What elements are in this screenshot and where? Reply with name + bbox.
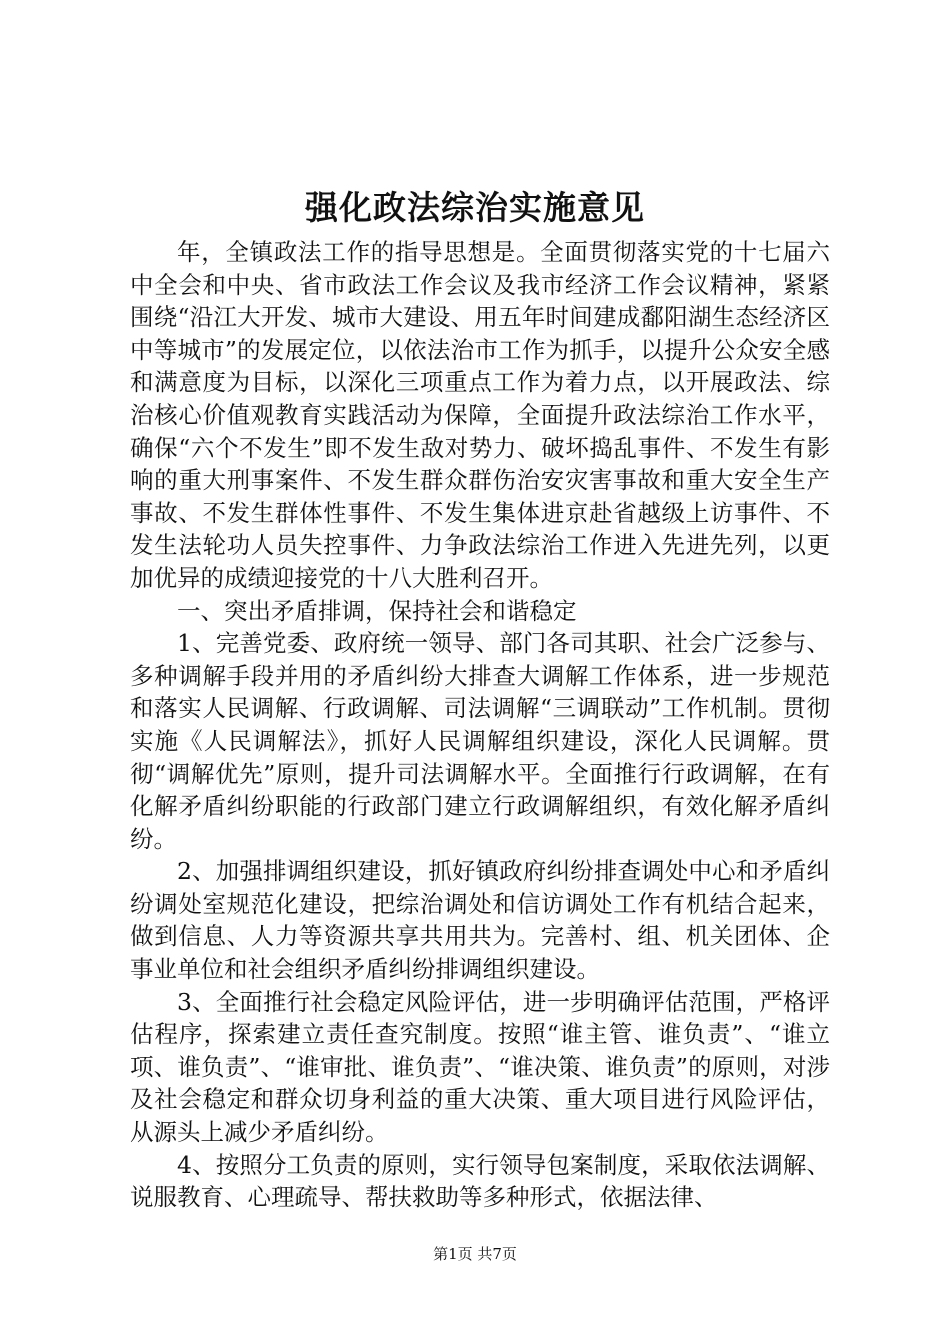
section-heading-1: 一、突出矛盾排调，保持社会和谐稳定	[177, 596, 577, 625]
document-title: 强化政法综治实施意见	[305, 188, 645, 227]
paragraph-item-1: 1、完善党委、政府统一领导、部门各司其职、社会广泛参与、多种调解手段并用的矛盾纠纷大排查大调解工作体系，进一步规范和落实人民调解、行政调解、司法调解“三调联动”工作机制。贯彻实施《人民调解法》，抓好人民调解组织建设，深化人民调解。贯彻“调解优先”原则，提升司法调解水平。全面推行行政调解，在有化解矛盾纠纷职能的行政部门建立行政调解组织，有效化解矛盾纠纷。	[130, 629, 830, 853]
paragraph-intro: 年，全镇政法工作的指导思想是。全面贯彻落实党的十七届六中全会和中央、省市政法工作会议及我市经济工作会议精神，紧紧围绕“沿江大开发、城市大建设、用五年时间建成鄱阳湖生态经济区中等城市”的发展定位，以依法治市工作为抓手，以提升公众安全感和满意度为目标，以深化三项重点工作为着力点，以开展政法、综治核心价值观教育实践活动为保障，全面提升政法综治工作水平，确保“六个不发生”即不发生敌对势力、破坏捣乱事件、不发生有影响的重大刑事案件、不发生群众群伤治安灾害事故和重大安全生产事故、不发生群体性事件、不发生集体进京赴省越级上访事件、不发生法轮功人员失控事件、力争政法综治工作进入先进先列，以更加优异的成绩迎接党的十八大胜利召开。	[130, 238, 830, 592]
paragraph-item-2: 2、加强排调组织建设，抓好镇政府纠纷排查调处中心和矛盾纠纷调处室规范化建设，把综治调处和信访调处工作有机结合起来，做到信息、人力等资源共享共用共为。完善村、组、机关团体、企事业单位和社会组织矛盾纠纷排调组织建设。	[130, 857, 830, 984]
document-body	[130, 236, 830, 1214]
paragraph-item-3: 3、全面推行社会稳定风险评估，进一步明确评估范围，严格评估程序，探索建立责任查究制度。按照“谁主管、谁负责”、“谁立项、谁负责”、“谁审批、谁负责”、“谁决策、谁负责”的原则，对涉及社会稳定和群众切身利益的重大决策、重大项目进行风险评估，从源头上减少矛盾纠纷。	[130, 987, 830, 1147]
paragraph-item-4: 4、按照分工负责的原则，实行领导包案制度，采取依法调解、说服教育、心理疏导、帮扶救助等多种形式，依据法律、	[130, 1150, 830, 1212]
page-footer: 第1页 共7页	[433, 1245, 517, 1263]
